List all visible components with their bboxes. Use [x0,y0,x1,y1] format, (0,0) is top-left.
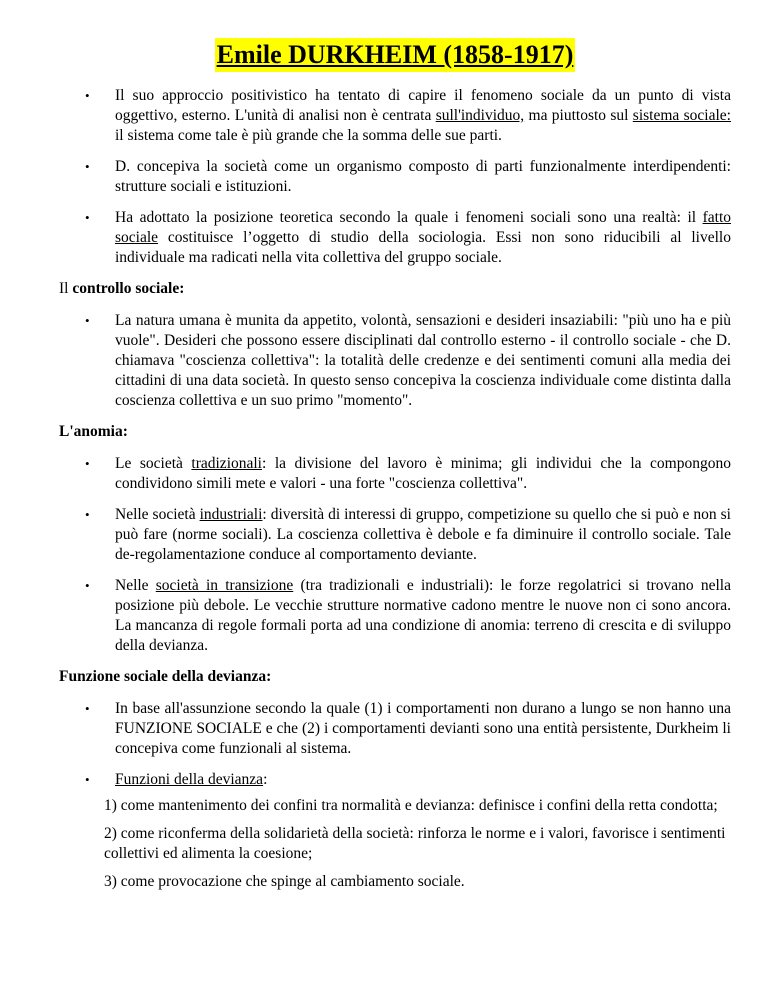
numbered-item: 3) come provocazione che spinge al cambiamento sociale. [104,873,465,890]
bold-text: controllo sociale: [72,280,185,297]
underlined-text: sull'individuo, [435,107,525,124]
text: Il suo approccio positivistico ha tentato di capire il fenomeno sociale da un punto di vista oggettivo, esterno. L'unità di analisi non è centrata [115,87,731,124]
list-item [59,699,731,759]
numbered-item: 1) come mantenimento dei confini tra normalità e devianza: definisce i confini della retta condotta; [104,797,718,814]
text: costituisce l’oggetto di studio della sociologia. Essi non sono riducibili al livello individuale ma radicati nella vita collettiva del gruppo sociale. [115,229,731,266]
text: Le società [115,455,192,472]
section-heading-anomia [59,422,731,442]
text: (tra tradizionali e industriali): le forze regolatrici si trovano nella posizione più debole. Le vecchie strutture normative cadono mentre le nuove non ci sono ancora. La mancanza di regole formali porta ad una condizione di anomia: terreno di crescita e di sviluppo della devianza. [115,577,731,654]
underlined-text: fatto sociale [115,209,731,246]
list-item [59,770,731,790]
text: Il [59,280,73,297]
bullet-icon: • [85,456,90,471]
list-item [59,86,731,146]
list-item [59,505,731,565]
document-page [59,38,731,900]
paragraph: In base all'assunzione secondo la quale (1) i comportamenti non durano a lungo se non hanno una FUNZIONE SOCIALE e che (2) i comportamenti devianti sono una entità persistente, Durkheim li concepiva come funzionali al sistema. [115,700,731,757]
title-wrap [59,38,731,72]
text: Nelle società [115,506,200,523]
paragraph [115,505,731,565]
paragraph: D. concepiva la società come un organismo composto di parti funzionalmente interdipendenti: strutture sociali e istituzioni. [115,158,731,195]
bullet-icon: • [85,210,90,225]
underlined-text: industriali [199,506,263,523]
paragraph [115,454,731,494]
bold-text: L'anomia: [59,423,128,440]
text: Nelle [115,577,156,594]
list-item [59,576,731,656]
text: Ha adottato la posizione teoretica secondo la quale i fenomeni sociali sono una realtà: il [115,209,703,226]
bold-text: Funzione sociale della devianza: [59,668,272,685]
underlined-text: Funzioni della devianza [115,771,264,788]
bullet-icon: • [85,507,90,522]
underlined-text: società in transizione [155,577,294,594]
text: : la divisione del lavoro è minima; gli individui che la compongono condividono simili mete e valori - una forte "coscienza collettiva". [115,455,731,492]
section-heading-funzione [59,667,731,687]
list-item [59,208,731,268]
bullet-icon: • [85,88,90,103]
bullet-icon: • [85,772,90,787]
paragraph [115,576,731,656]
underlined-text: sistema sociale: [632,107,731,124]
bullet-icon: • [85,159,90,174]
list-item [59,454,731,494]
list-item [59,311,731,411]
paragraph [115,770,731,790]
numbered-item: 2) come riconferma della solidarietà della società: rinforza le norme e i valori, favorisce i sentimenti collettivi ed alimenta la coesione; [104,825,726,862]
paragraph [115,208,731,268]
page-title: Emile DURKHEIM (1858-1917) [215,38,576,72]
text: ma piuttosto sul [524,107,633,124]
section-heading-controllo [59,279,731,299]
text: il sistema come tale è più grande che la somma delle sue parti. [115,127,502,144]
paragraph [115,86,731,146]
text: : [263,771,268,788]
underlined-text: tradizionali [191,455,262,472]
list-item [59,157,731,197]
paragraph: La natura umana è munita da appetito, volontà, sensazioni e desideri insaziabili: "più uno ha e più vuole". Desideri che possono essere disciplinati dal controllo esterno - il controllo sociale - che D. chiamava "coscienza collettiva": la totalità delle credenze e dei sentimenti comuni alla media dei cittadini di una data società. In questo senso concepiva la coscienza individuale come distinta dalla coscienza collettiva e un suo primo "momento". [115,312,731,409]
bullet-icon: • [85,313,90,328]
bullet-icon: • [85,578,90,593]
bullet-icon: • [85,701,90,716]
text: : diversità di interessi di gruppo, competizione su quello che si può e non si può fare (norme sociali). La coscienza collettiva è debole e fa diminuire il controllo sociale. Tale de-regolamentazione conduce al comportamento deviante. [115,506,731,563]
